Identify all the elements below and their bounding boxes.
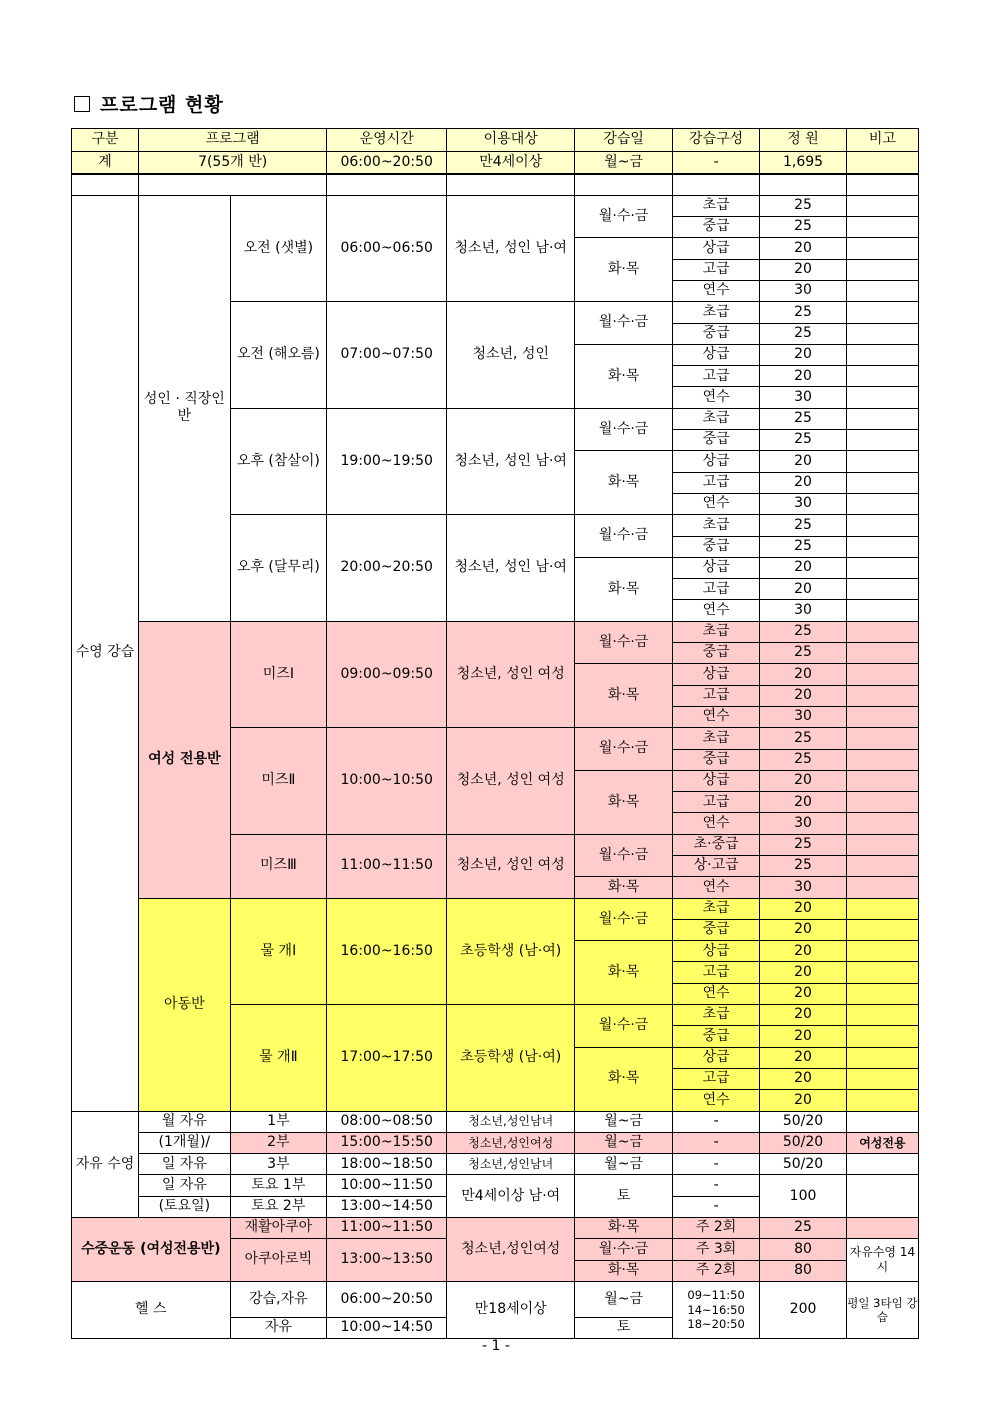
class-note [846,643,918,664]
health-composition: 09~11:50 14~16:50 18~20:50 [672,1281,759,1338]
free-part: 토요 2부 [230,1196,327,1217]
free-capacity: 50/20 [760,1111,846,1132]
class-level: 연수 [672,706,759,727]
aqua-days: 월·수·금 [575,1239,673,1260]
table-row [72,1111,919,1132]
total-label: 계 [72,152,139,175]
class-days: 월·수·금 [575,195,673,238]
class-level: 중급 [672,536,759,557]
class-note [846,664,918,685]
class-capacity: 20 [760,451,846,472]
free-time: 08:00~08:50 [327,1111,447,1132]
class-level: 상급 [672,770,759,791]
class-capacity: 20 [760,344,846,365]
class-target: 청소년, 성인 [447,302,575,408]
class-note [846,536,918,557]
class-capacity: 20 [760,238,846,259]
class-note [846,1090,918,1111]
class-capacity: 30 [760,706,846,727]
class-note [846,983,918,1004]
health-days: 토 [575,1317,673,1338]
class-time: 10:00~10:50 [327,728,447,834]
class-level: 고급 [672,579,759,600]
class-capacity: 25 [760,536,846,557]
aqua-composition: 주 2회 [672,1218,759,1239]
class-note [846,515,918,536]
class-level: 연수 [672,280,759,301]
class-target: 청소년, 성인 남·여 [447,408,575,514]
class-target: 청소년, 성인 여성 [447,728,575,834]
class-capacity: 30 [760,813,846,834]
free-note [846,1111,918,1132]
class-level: 초·중급 [672,834,759,855]
aqua-name: 아쿠아로빅 [230,1239,327,1282]
class-days: 화·목 [575,1047,673,1111]
class-level: 상급 [672,557,759,578]
class-note [846,962,918,983]
class-note [846,387,918,408]
aqua-days: 화·목 [575,1260,673,1281]
class-name: 물 개Ⅱ [230,1005,327,1111]
program-table [71,128,919,1339]
class-note [846,259,918,280]
category-health: 헬 스 [72,1281,231,1338]
class-note [846,685,918,706]
free-target: 청소년,성인여성 [447,1132,575,1153]
separator-cell [672,174,759,195]
health-name: 강습,자유 [230,1281,327,1317]
class-note [846,621,918,642]
class-capacity: 25 [760,643,846,664]
class-level: 고급 [672,962,759,983]
class-days: 월·수·금 [575,408,673,451]
class-time: 20:00~20:50 [327,515,447,621]
aqua-target: 청소년,성인여성 [447,1218,575,1282]
class-name: 미즈Ⅱ [230,728,327,834]
free-note [846,1175,918,1218]
class-capacity: 20 [760,962,846,983]
aqua-days: 화·목 [575,1218,673,1239]
free-composition: - [672,1111,759,1132]
class-days: 화·목 [575,557,673,621]
class-days: 화·목 [575,877,673,898]
header-target: 이용대상 [447,129,575,152]
class-capacity: 30 [760,387,846,408]
class-days: 화·목 [575,344,673,408]
class-days: 월·수·금 [575,515,673,558]
class-note [846,1068,918,1089]
free-capacity: 100 [760,1175,846,1218]
health-time: 06:00~20:50 [327,1281,447,1317]
class-note [846,344,918,365]
class-capacity: 25 [760,430,846,451]
aqua-time: 13:00~13:50 [327,1239,447,1282]
total-target: 만4세이상 [447,152,575,175]
aqua-capacity: 80 [760,1239,846,1260]
class-capacity: 20 [760,259,846,280]
class-note [846,408,918,429]
class-note [846,706,918,727]
class-time: 06:00~06:50 [327,195,447,301]
page-title [74,90,224,117]
free-note [846,1154,918,1175]
class-time: 16:00~16:50 [327,898,447,1004]
class-capacity: 25 [760,195,846,216]
free-composition: - [672,1132,759,1153]
class-note [846,493,918,514]
class-note [846,1047,918,1068]
class-capacity: 30 [760,600,846,621]
class-capacity: 25 [760,408,846,429]
class-level: 연수 [672,1090,759,1111]
class-level: 상급 [672,451,759,472]
class-capacity: 20 [760,792,846,813]
class-level: 중급 [672,749,759,770]
table-row [72,621,919,642]
class-name: 물 개Ⅰ [230,898,327,1004]
free-days: 월~금 [575,1111,673,1132]
class-capacity: 25 [760,728,846,749]
class-time: 11:00~11:50 [327,834,447,898]
health-target: 만18세이상 [447,1281,575,1338]
free-time: 13:00~14:50 [327,1196,447,1217]
class-time: 09:00~09:50 [327,621,447,727]
class-level: 연수 [672,813,759,834]
class-days: 화·목 [575,238,673,302]
class-capacity: 20 [760,1068,846,1089]
class-capacity: 20 [760,664,846,685]
class-note [846,472,918,493]
class-capacity: 20 [760,366,846,387]
class-capacity: 25 [760,856,846,877]
class-note [846,856,918,877]
class-note [846,302,918,323]
class-level: 초급 [672,195,759,216]
class-note [846,834,918,855]
class-capacity: 20 [760,898,846,919]
class-note [846,728,918,749]
header-note: 비고 [846,129,918,152]
class-capacity: 20 [760,1005,846,1026]
class-days: 월·수·금 [575,621,673,664]
free-time: 18:00~18:50 [327,1154,447,1175]
group-children: 아동반 [139,898,231,1111]
class-note [846,770,918,791]
free-monthly-sub: (1개월)/ [139,1132,231,1153]
class-capacity: 20 [760,472,846,493]
separator-cell [447,174,575,195]
class-level: 연수 [672,387,759,408]
class-note [846,366,918,387]
aqua-note [846,1218,918,1239]
class-note [846,792,918,813]
class-note [846,238,918,259]
table-row [72,1132,919,1153]
class-level: 연수 [672,877,759,898]
free-part: 3부 [230,1154,327,1175]
class-target: 초등학생 (남·여) [447,1005,575,1111]
free-part: 1부 [230,1111,327,1132]
class-capacity: 20 [760,919,846,940]
class-note [846,898,918,919]
class-capacity: 25 [760,621,846,642]
class-level: 상·고급 [672,856,759,877]
class-target: 청소년, 성인 여성 [447,834,575,898]
free-note: 여성전용 [846,1132,918,1153]
class-level: 초급 [672,515,759,536]
class-capacity: 25 [760,217,846,238]
separator-cell [575,174,673,195]
class-days: 화·목 [575,664,673,728]
class-note [846,451,918,472]
class-capacity: 25 [760,323,846,344]
class-level: 초급 [672,621,759,642]
class-days: 화·목 [575,941,673,1005]
free-capacity: 50/20 [760,1154,846,1175]
class-level: 고급 [672,685,759,706]
class-days: 월·수·금 [575,898,673,941]
free-part: 2부 [230,1132,327,1153]
total-program: 7(55개 반) [139,152,327,175]
class-level: 고급 [672,366,759,387]
class-note [846,280,918,301]
aqua-time: 11:00~11:50 [327,1218,447,1239]
free-target: 만4세이상 남·여 [447,1175,575,1218]
class-days: 월·수·금 [575,302,673,345]
group-adult-workers: 성인 · 직장인반 [139,195,231,621]
class-capacity: 20 [760,941,846,962]
header-time: 운영시간 [327,129,447,152]
class-note [846,1026,918,1047]
class-level: 상급 [672,664,759,685]
class-level: 고급 [672,472,759,493]
class-capacity: 20 [760,557,846,578]
free-saturday-label: 일 자유 [139,1175,231,1196]
header-composition: 강습구성 [672,129,759,152]
table-row [72,1281,919,1317]
total-days: 월~금 [575,152,673,175]
aqua-composition: 주 3회 [672,1239,759,1260]
class-note [846,579,918,600]
class-days: 월·수·금 [575,834,673,877]
free-part: 토요 1부 [230,1175,327,1196]
separator-cell [327,174,447,195]
class-level: 초급 [672,898,759,919]
class-level: 고급 [672,1068,759,1089]
class-level: 상급 [672,941,759,962]
separator-cell [72,174,139,195]
class-capacity: 20 [760,770,846,791]
class-level: 중급 [672,323,759,344]
class-level: 상급 [672,238,759,259]
aqua-composition: 주 2회 [672,1260,759,1281]
class-days: 화·목 [575,451,673,515]
class-days: 월·수·금 [575,1005,673,1048]
class-note [846,323,918,344]
class-note [846,217,918,238]
class-time: 19:00~19:50 [327,408,447,514]
class-level: 연수 [672,983,759,1004]
class-name: 오후 (참살이) [230,408,327,514]
separator-cell [139,174,327,195]
category-swim-lessons: 수영 강습 [72,195,139,1111]
class-note [846,919,918,940]
class-capacity: 25 [760,749,846,770]
health-days: 월~금 [575,1281,673,1317]
class-days: 화·목 [575,770,673,834]
free-time: 15:00~15:50 [327,1132,447,1153]
class-level: 중급 [672,430,759,451]
class-capacity: 20 [760,579,846,600]
class-note [846,877,918,898]
total-note [846,152,918,175]
checkbox-square-icon [74,96,90,112]
class-target: 초등학생 (남·여) [447,898,575,1004]
page-number: - 1 - [482,1338,510,1354]
header-capacity: 정 원 [760,129,846,152]
aqua-name: 재활아쿠아 [230,1218,327,1239]
table-row [72,1154,919,1175]
health-capacity: 200 [760,1281,846,1338]
class-level: 초급 [672,1005,759,1026]
health-note: 평일 3타임 강습 [846,1281,918,1338]
health-time: 10:00~14:50 [327,1317,447,1338]
class-level: 연수 [672,493,759,514]
free-monthly-label: 월 자유 [139,1111,231,1132]
health-name: 자유 [230,1317,327,1338]
class-level: 중급 [672,919,759,940]
class-level: 고급 [672,259,759,280]
title-text: 프로그램 현황 [100,94,224,116]
class-level: 연수 [672,600,759,621]
table-row [72,1218,919,1239]
free-time: 10:00~11:50 [327,1175,447,1196]
total-composition: - [672,152,759,175]
aqua-note: 자유수영 14시 [846,1239,918,1282]
header-days: 강습일 [575,129,673,152]
free-target: 청소년,성인남녀 [447,1111,575,1132]
class-level: 중급 [672,217,759,238]
class-target: 청소년, 성인 남·여 [447,515,575,621]
aqua-capacity: 25 [760,1218,846,1239]
class-capacity: 20 [760,1090,846,1111]
class-target: 청소년, 성인 여성 [447,621,575,727]
aqua-capacity: 80 [760,1260,846,1281]
separator-cell [760,174,846,195]
free-composition: - [672,1196,759,1217]
class-level: 고급 [672,792,759,813]
class-time: 07:00~07:50 [327,302,447,408]
class-capacity: 25 [760,515,846,536]
class-name: 오후 (달무리) [230,515,327,621]
class-level: 중급 [672,1026,759,1047]
table-row [72,129,919,152]
class-note [846,600,918,621]
table-row [72,174,919,195]
free-composition: - [672,1154,759,1175]
class-note [846,749,918,770]
class-level: 상급 [672,1047,759,1068]
class-note [846,813,918,834]
class-capacity: 20 [760,1047,846,1068]
category-free-swim: 자유 수영 [72,1111,139,1217]
class-level: 중급 [672,643,759,664]
free-capacity: 50/20 [760,1132,846,1153]
group-women-only: 여성 전용반 [139,621,231,898]
class-target: 청소년, 성인 남·여 [447,195,575,301]
class-name: 오전 (샛별) [230,195,327,301]
class-capacity: 30 [760,877,846,898]
class-name: 미즈Ⅲ [230,834,327,898]
class-level: 초급 [672,408,759,429]
table-row [72,195,919,216]
class-level: 초급 [672,728,759,749]
class-capacity: 30 [760,493,846,514]
free-composition: - [672,1175,759,1196]
class-days: 월·수·금 [575,728,673,771]
class-capacity: 20 [760,1026,846,1047]
class-capacity: 20 [760,685,846,706]
category-aqua-exercise: 수중운동 (여성전용반) [72,1218,231,1282]
class-note [846,557,918,578]
class-name: 오전 (해오름) [230,302,327,408]
class-capacity: 30 [760,280,846,301]
table-row [72,898,919,919]
class-capacity: 25 [760,834,846,855]
free-saturday-label: (토요일) [139,1196,231,1217]
class-note [846,195,918,216]
class-capacity: 25 [760,302,846,323]
class-capacity: 20 [760,983,846,1004]
total-capacity: 1,695 [760,152,846,175]
free-days: 월~금 [575,1132,673,1153]
free-days: 월~금 [575,1154,673,1175]
header-category: 구분 [72,129,139,152]
total-time: 06:00~20:50 [327,152,447,175]
separator-cell [846,174,918,195]
free-daily-label: 일 자유 [139,1154,231,1175]
class-note [846,941,918,962]
free-days: 토 [575,1175,673,1218]
table-row [72,1175,919,1196]
class-note [846,430,918,451]
free-target: 청소년,성인남녀 [447,1154,575,1175]
table-row [72,152,919,175]
class-level: 초급 [672,302,759,323]
class-name: 미즈Ⅰ [230,621,327,727]
header-program: 프로그램 [139,129,327,152]
class-time: 17:00~17:50 [327,1005,447,1111]
class-note [846,1005,918,1026]
class-level: 상급 [672,344,759,365]
